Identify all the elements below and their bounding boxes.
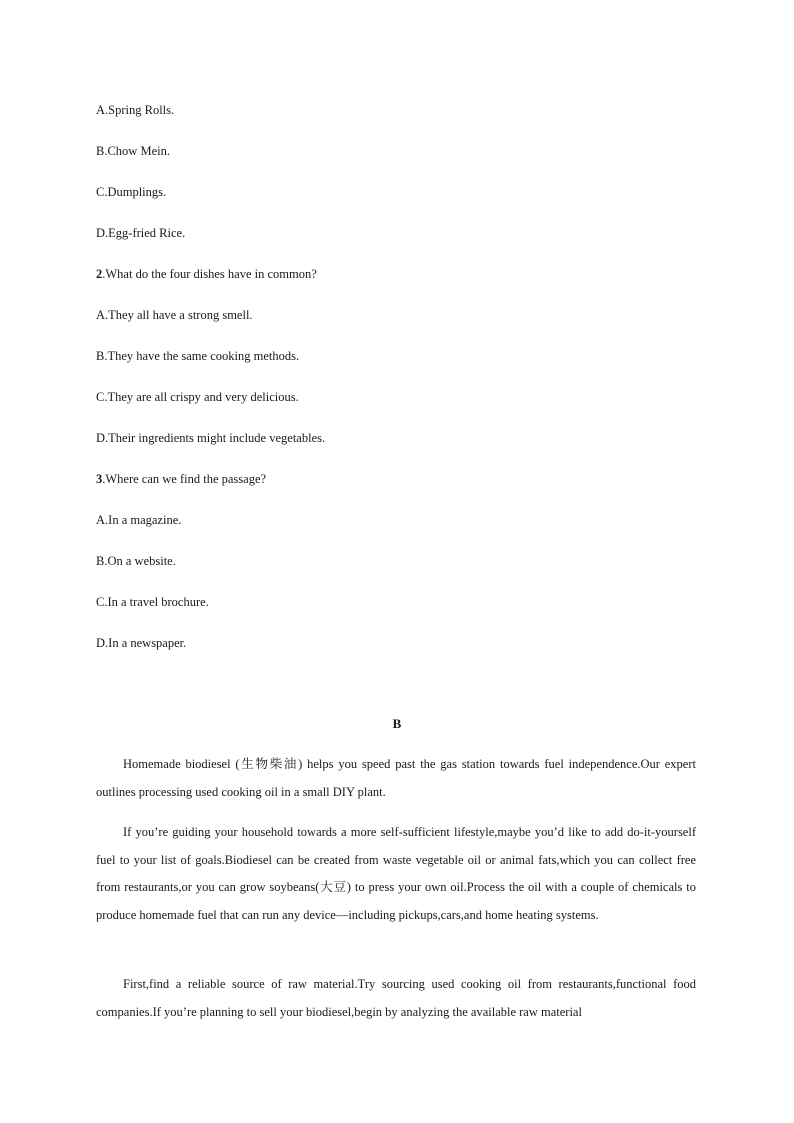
q3-stem — [96, 471, 266, 487]
q2-stem — [96, 266, 317, 282]
q3-option-b: B.On a website. — [96, 554, 176, 568]
q3-stem-text: .Where can we find the passage? — [102, 472, 267, 486]
q2-option-c: C.They are all crispy and very delicious. — [96, 390, 299, 404]
passage-paragraph-3: First,find a reliable source of raw material.Try sourcing used cooking oil from restaurants,functional food companies.If you’re planning to sell your biodiesel,begin by analyzing the available raw material — [96, 977, 696, 1019]
q1-option-d: D.Egg-fried Rice. — [96, 226, 186, 240]
q2-option-b: B.They have the same cooking methods. — [96, 349, 300, 363]
q1-option-b: B.Chow Mein. — [96, 144, 170, 158]
q3-number: 3 — [96, 472, 103, 486]
section-title: B — [392, 716, 402, 731]
passage-paragraph-1: Homemade biodiesel (生物柴油) helps you speed past the gas station towards fuel independence.Our expert outlines processing used cooking oil in a small DIY plant. — [96, 757, 696, 799]
q1-option-c: C.Dumplings. — [96, 185, 167, 199]
q3-option-a: A.In a magazine. — [96, 513, 182, 527]
q2-option-a: A.They all have a strong smell. — [96, 308, 253, 322]
q2-number: 2 — [96, 267, 103, 281]
q2-stem-text: .What do the four dishes have in common? — [102, 267, 317, 281]
q1-option-a: A.Spring Rolls. — [96, 103, 175, 117]
q2-option-d: D.Their ingredients might include vegetables. — [96, 431, 326, 445]
q3-option-c: C.In a travel brochure. — [96, 595, 209, 609]
q3-option-d: D.In a newspaper. — [96, 636, 187, 650]
passage-paragraph-2: If you’re guiding your household towards a more self-sufficient lifestyle,maybe you’d like to add do-it-yourself fuel to your list of goals.Biodiesel can be created from waste vegetable oil or animal fats,which you can collect free from restaurants,or you can grow soybeans(大豆) to press your own oil.Process the oil with a couple of chemicals to produce homemade fuel that can run any device—including pickups,cars,and home heating systems. — [96, 825, 696, 922]
